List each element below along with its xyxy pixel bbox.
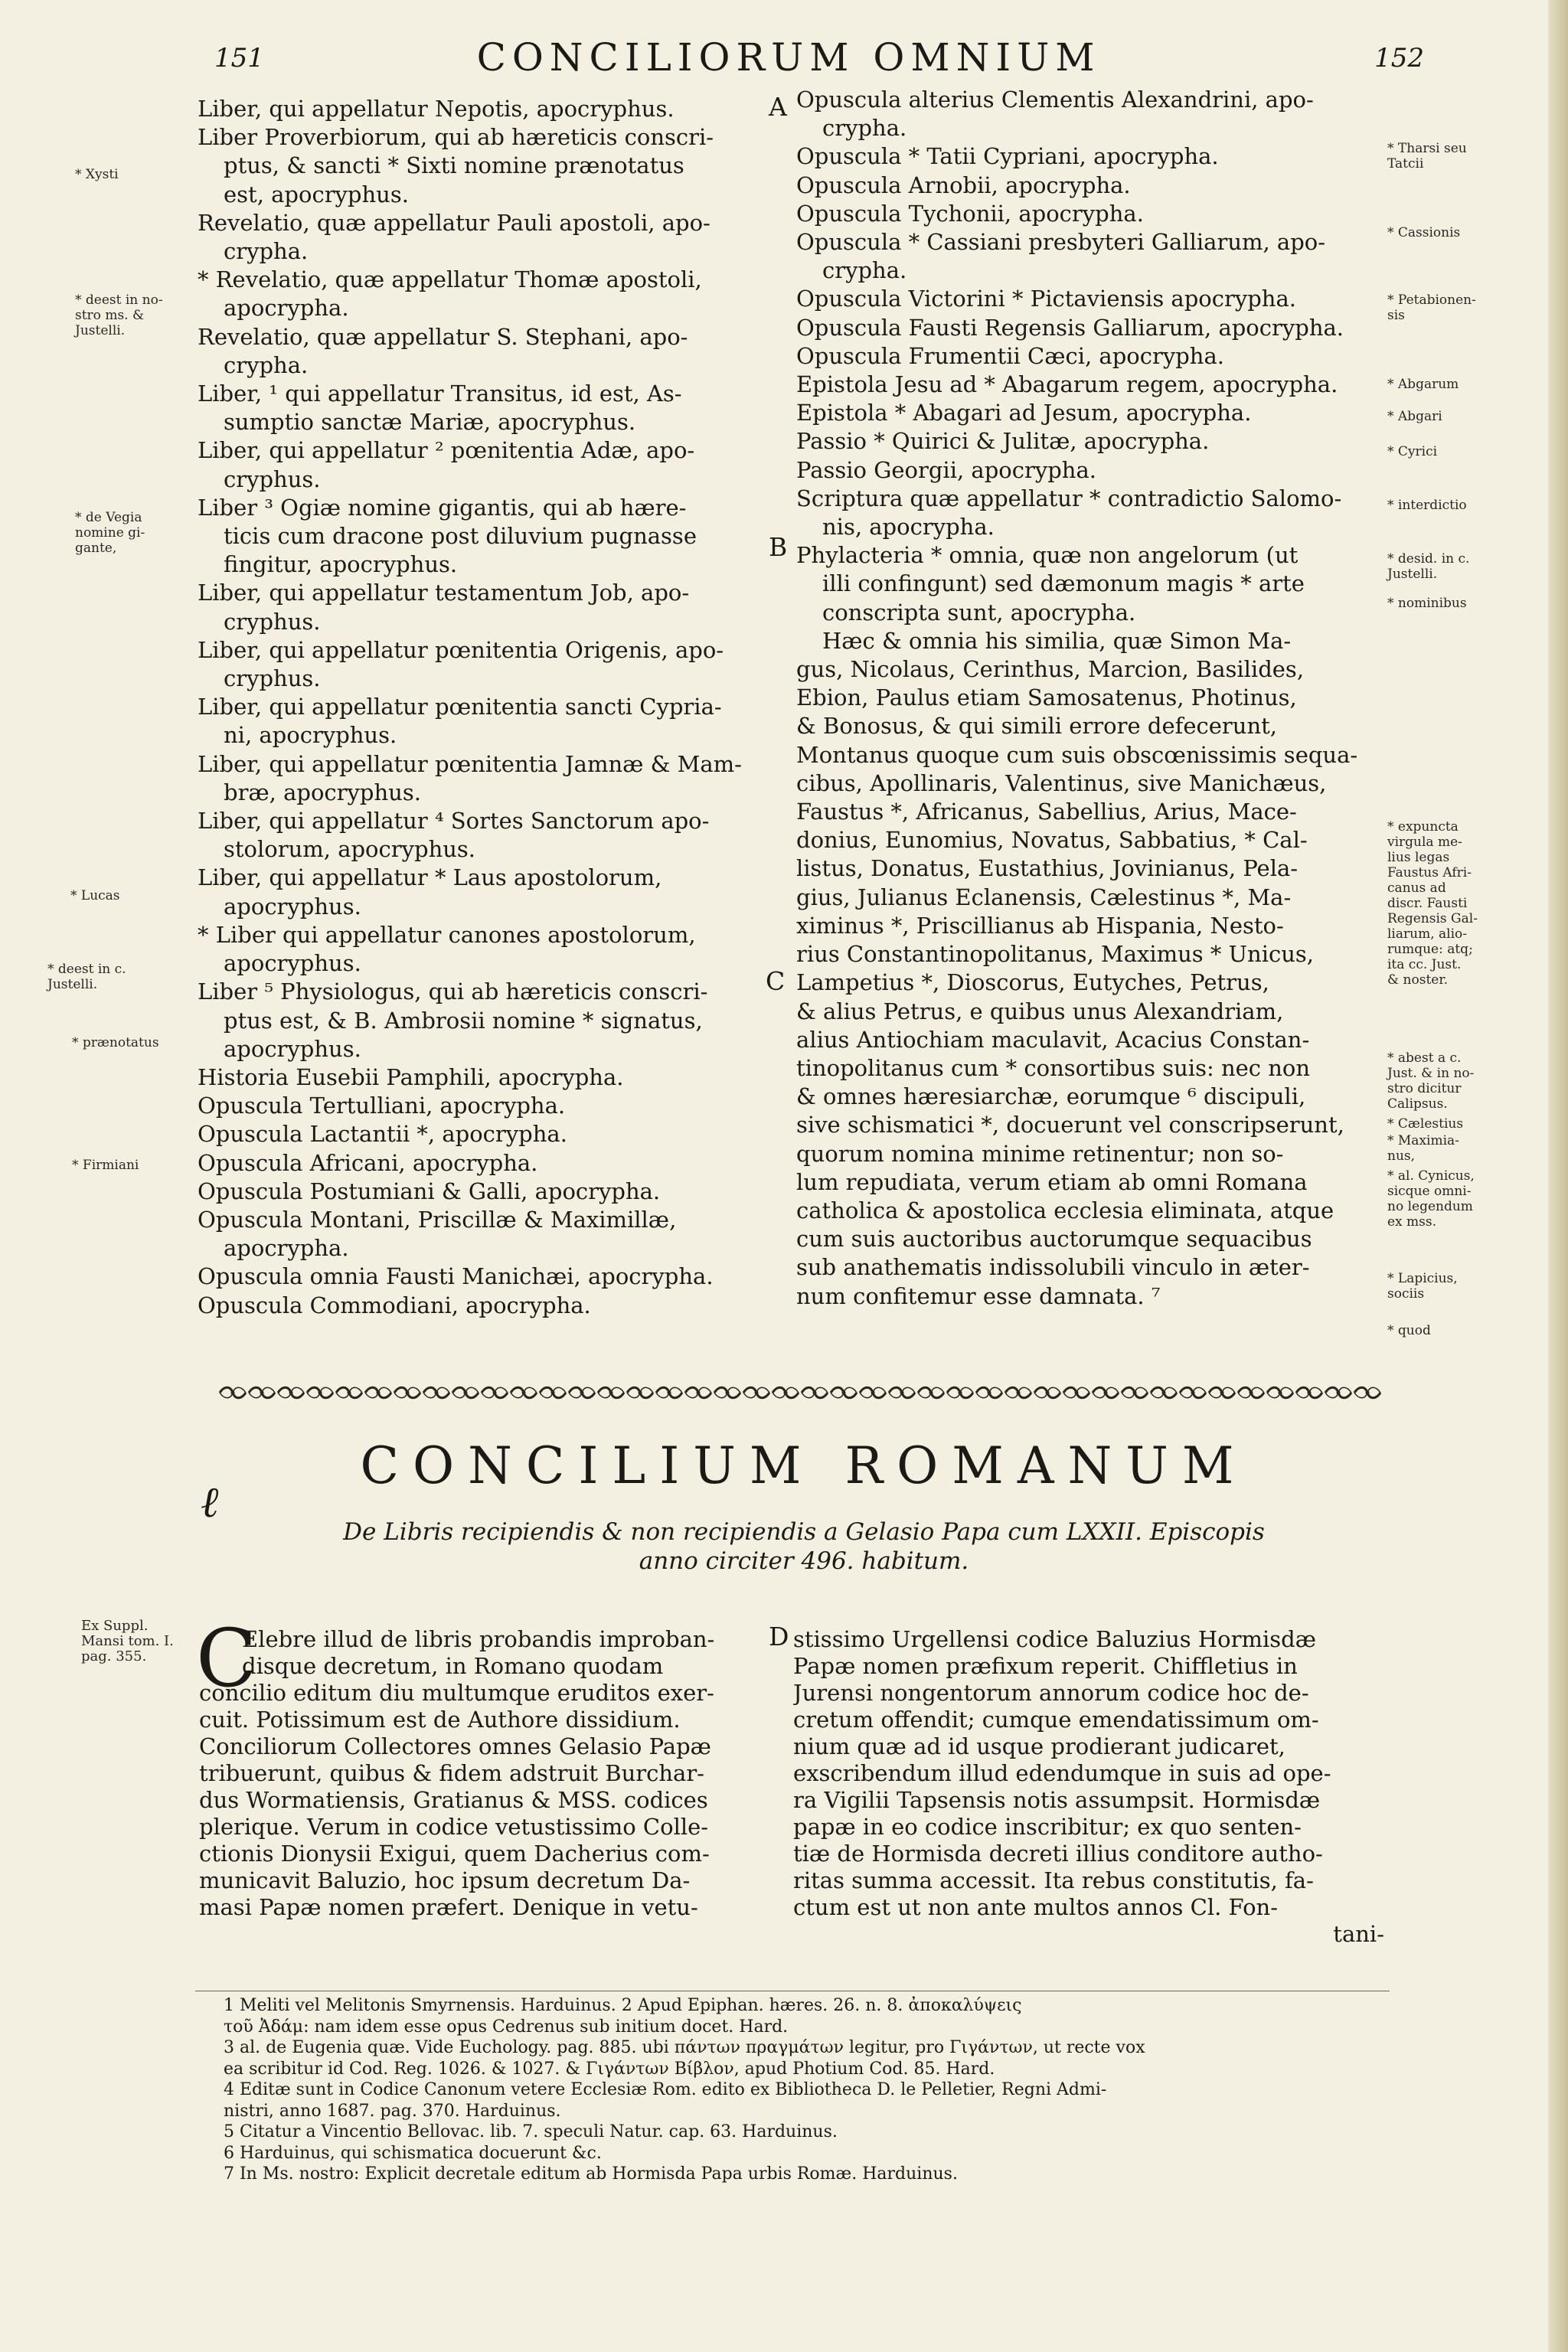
body-line: papæ in eo codice inscribitur; ex quo senten- <box>793 1814 1302 1840</box>
ornament-band <box>218 1384 1382 1401</box>
entry: nis, apocrypha. <box>822 514 995 541</box>
entry: cibus, Apollinaris, Valentinus, sive Manichæus, <box>796 769 1327 796</box>
entry: Opuscula Montani, Priscillæ & Maximillæ, <box>198 1206 677 1233</box>
margin-note: * Abgarum <box>1387 377 1459 392</box>
section-mark-d: D <box>769 1622 789 1651</box>
entry: Opuscula Frumentii Cæci, apocrypha. <box>796 342 1224 369</box>
footnote: 6 Harduinus, qui schismatica docuerunt &c. <box>224 2143 602 2163</box>
body-line: Elebre illud de libris probandis improban- <box>242 1626 715 1652</box>
body-line: concilio editum diu multumque eruditos exer- <box>199 1680 714 1706</box>
page-number-right: 152 <box>1374 43 1424 74</box>
section-mark-c: C <box>766 966 786 996</box>
entry: ni, apocryphus. <box>224 722 397 749</box>
entry: ptus, & sancti * Sixti nomine prænotatus <box>224 152 684 179</box>
body-line: ctionis Dionysii Exigui, quem Dacherius com- <box>199 1841 710 1867</box>
entry: Opuscula * Tatii Cypriani, apocrypha. <box>796 143 1219 170</box>
entry: lum repudiata, verum etiam ab omni Romana <box>796 1168 1308 1195</box>
entry: Opuscula * Cassiani presbyteri Galliarum, apo- <box>796 229 1326 256</box>
body-line: Papæ nomen præfixum reperit. Chiffletius in <box>793 1653 1298 1679</box>
entry: crypha. <box>224 238 309 265</box>
entry: cryphus. <box>224 665 321 692</box>
entry: donius, Eunomius, Novatus, Sabbatius, * Cal- <box>796 827 1308 854</box>
body-left-column <box>199 1626 766 1921</box>
entry: Opuscula alterius Clementis Alexandrini, apo- <box>796 87 1314 113</box>
footnote: τοῦ Ἀδάμ: nam idem esse opus Cedrenus sub initium docet. Hard. <box>224 2017 789 2037</box>
entry: apocryphus. <box>224 1035 361 1062</box>
entry: Liber, qui appellatur ² pœnitentia Adæ, apo- <box>198 437 695 464</box>
body-line: Jurensi nongentorum annorum codice hoc de- <box>793 1680 1309 1706</box>
entry: Liber, qui appellatur Nepotis, apocryphus. <box>198 96 675 122</box>
margin-note: * abest a c. Just. & in no- stro dicitur Calipsus. <box>1387 1050 1475 1112</box>
running-head: CONCILIORUM OMNIUM <box>476 35 1101 80</box>
entry: Liber, qui appellatur pœnitentia sancti Cypria- <box>198 694 722 720</box>
footnote: 5 Citatur a Vincentio Bellovac. lib. 7. speculi Natur. cap. 63. Harduinus. <box>224 2122 838 2141</box>
margin-note: * Lapicius, sociis <box>1387 1271 1458 1302</box>
entry: crypha. <box>224 351 309 378</box>
body-line: ctum est ut non ante multos annos Cl. Fon- <box>793 1894 1279 1920</box>
entry: Opuscula omnia Fausti Manichæi, apocrypha. <box>198 1263 714 1290</box>
entry: Epistola Jesu ad * Abagarum regem, apocrypha. <box>796 371 1338 398</box>
entry: Opuscula Postumiani & Galli, apocrypha. <box>198 1178 661 1204</box>
margin-note: * prænotatus <box>72 1035 159 1050</box>
entry: Liber ⁵ Physiologus, qui ab hæreticis conscri- <box>198 978 708 1005</box>
entry: Passio * Quirici & Julitæ, apocrypha. <box>796 428 1210 455</box>
entry: Revelatio, quæ appellatur S. Stephani, apo- <box>198 323 688 350</box>
body-line: tiæ de Hormisda decreti illius conditore autho- <box>793 1841 1323 1867</box>
entry: gius, Julianus Eclanensis, Cælestinus *, Ma- <box>796 884 1292 910</box>
margin-note: * de Vegia nomine gi- gante, <box>75 510 145 556</box>
entry: * Revelatio, quæ appellatur Thomæ apostoli, <box>198 266 702 293</box>
entry: ptus est, & B. Ambrosii nomine * signatus, <box>224 1007 703 1034</box>
entry: crypha. <box>822 257 907 284</box>
body-line: Conciliorum Collectores omnes Gelasio Papæ <box>199 1733 711 1759</box>
entry: conscripta sunt, apocrypha. <box>822 599 1136 626</box>
entry: rius Constantinopolitanus, Maximus * Unicus, <box>796 941 1315 968</box>
entry: Scriptura quæ appellatur * contradictio Salomo- <box>796 485 1342 511</box>
margin-note: * Xysti <box>75 167 119 182</box>
entry: apocrypha. <box>224 295 349 322</box>
body-line: stissimo Urgellensi codice Baluzius Hormisdæ <box>793 1626 1316 1652</box>
entry: & alius Petrus, e quibus unus Alexandriam, <box>796 998 1284 1024</box>
entry: num confitemur esse damnata. ⁷ <box>796 1282 1161 1309</box>
section-mark-b: B <box>769 532 788 562</box>
entry: cum suis auctoribus auctorumque sequacibus <box>796 1226 1312 1253</box>
margin-note: * al. Cynicus, sicque omni- no legendum ex mss. <box>1387 1168 1475 1230</box>
entry: illi confingunt) sed dæmonum magis * arte <box>822 570 1305 597</box>
margin-note: * desid. in c. Justelli. <box>1387 551 1470 582</box>
body-line: ritas summa accessit. Ita rebus constitutis, fa- <box>793 1867 1314 1893</box>
drop-cap: C <box>196 1612 257 1705</box>
body-line: cretum offendit; cumque emendatissimum om- <box>793 1707 1319 1733</box>
entry: catholica & apostolica ecclesia eliminata, atque <box>796 1197 1334 1223</box>
entry: Revelatio, quæ appellatur Pauli apostoli, apo- <box>198 209 710 236</box>
body-line: tani- <box>1333 1921 1384 1947</box>
margin-note: * Firmiani <box>72 1158 139 1173</box>
body-line: masi Papæ nomen præfert. Denique in vetu- <box>199 1894 698 1920</box>
left-column <box>198 95 773 1320</box>
entry: quorum nomina minime retinentur; non so- <box>796 1140 1284 1167</box>
entry: cryphus. <box>224 466 321 492</box>
entry: apocrypha. <box>224 1235 349 1262</box>
entry: Opuscula Tychonii, apocrypha. <box>796 200 1144 227</box>
margin-note: * nominibus <box>1387 596 1467 611</box>
footnote: 3 al. de Eugenia quæ. Vide Euchology. pag. 885. ubi πάντων πραγμάτων legitur, pro Γιγάντων, ut recte vox <box>224 2038 1145 2057</box>
entry: cryphus. <box>224 608 321 635</box>
margin-note: * Petabionen- sis <box>1387 292 1476 323</box>
body-line: plerique. Verum in codice vetustissimo Colle- <box>199 1814 709 1840</box>
page-number-left: 151 <box>214 43 264 74</box>
entry: stolorum, apocryphus. <box>224 836 476 863</box>
body-line: municavit Baluzio, hoc ipsum decretum Da- <box>199 1867 691 1893</box>
entry: sub anathematis indissolubili vinculo in æter- <box>796 1254 1310 1281</box>
entry: alius Antiochiam maculavit, Acacius Constan- <box>796 1026 1310 1053</box>
margin-note: * Maximia- nus, <box>1387 1133 1459 1164</box>
entry: apocryphus. <box>224 950 361 977</box>
margin-note: * Lucas <box>70 888 120 903</box>
entry: Liber ³ Ogiæ nomine gigantis, qui ab hære- <box>198 494 687 521</box>
margin-note: * Cassionis <box>1387 225 1461 240</box>
body-line: exscribendum illud edendumque in suis ad ope- <box>793 1760 1331 1786</box>
margin-note: * Tharsi seu Tatcii <box>1387 141 1467 172</box>
entry: listus, Donatus, Eustathius, Jovinianus, Pela- <box>796 855 1298 882</box>
entry: Lampetius *, Dioscorus, Eutyches, Petrus, <box>796 969 1269 996</box>
entry: ximinus *, Priscillianus ab Hispania, Nesto- <box>796 912 1284 939</box>
entry: & omnes hæresiarchæ, eorumque ⁶ discipuli, <box>796 1083 1306 1110</box>
entry: Opuscula Commodiani, apocrypha. <box>198 1292 591 1318</box>
entry: Liber, qui appellatur pœnitentia Jamnæ & Mam- <box>198 750 742 777</box>
margin-note: * Cælestius <box>1387 1116 1464 1132</box>
margin-note: * deest in no- stro ms. & Justelli. <box>75 292 163 338</box>
entry: sumptio sanctæ Mariæ, apocryphus. <box>224 409 636 436</box>
footnote: 4 Editæ sunt in Codice Canonum vetere Ecclesiæ Rom. edito ex Bibliotheca D. le Pelletier, Regni Admi- <box>224 2080 1107 2099</box>
entry: Faustus *, Africanus, Sabellius, Arius, Mace- <box>796 799 1297 825</box>
margin-note: * Cyrici <box>1387 444 1438 459</box>
section-mark-a: A <box>769 92 787 122</box>
entry: Ebion, Paulus etiam Samosatenus, Photinus, <box>796 684 1297 711</box>
entry: Liber, qui appellatur * Laus apostolorum, <box>198 864 662 891</box>
section-subtitle <box>230 1517 1378 1576</box>
entry: est, apocryphus. <box>224 181 409 207</box>
entry: Liber Proverbiorum, qui ab hæreticis conscri- <box>198 124 714 151</box>
entry: Opuscula Lactantii *, apocrypha. <box>198 1121 567 1148</box>
source-note: Ex Suppl. Mansi tom. I. pag. 355. <box>81 1618 174 1664</box>
entry: tinopolitanus cum * consortibus suis: nec non <box>796 1054 1311 1081</box>
margin-note: * Abgari <box>1387 409 1442 424</box>
entry: Opuscula Victorini * Pictaviensis apocrypha. <box>796 286 1296 312</box>
page-edge <box>1548 0 1568 2352</box>
entry: Liber, qui appellatur pœnitentia Origenis, apo- <box>198 636 724 663</box>
body-line: nium quæ ad id usque prodierant judicaret, <box>793 1733 1285 1759</box>
footnotes <box>224 1995 1387 2185</box>
body-line: disque decretum, in Romano quodam <box>242 1653 664 1679</box>
entry: Opuscula Africani, apocrypha. <box>198 1149 538 1176</box>
footnote: nistri, anno 1687. pag. 370. Harduinus. <box>224 2101 561 2121</box>
entry: & Bonosus, & qui simili errore defecerunt, <box>796 713 1277 740</box>
margin-note: * interdictio <box>1387 498 1467 513</box>
subtitle-line: De Libris recipiendis & non recipiendis a Gelasio Papa cum LXXII. Episcopis <box>343 1518 1265 1546</box>
entry: bræ, apocryphus. <box>224 779 421 805</box>
entry: Liber, ¹ qui appellatur Transitus, id est, As- <box>198 381 682 407</box>
body-line: tribuerunt, quibus & fidem adstruit Burchar- <box>199 1760 704 1786</box>
body-line: dus Wormatiensis, Gratianus & MSS. codices <box>199 1787 708 1813</box>
entry: Passio Georgii, apocrypha. <box>796 456 1096 483</box>
entry: Phylacteria * omnia, quæ non angelorum (ut <box>796 542 1298 569</box>
footnote: 7 In Ms. nostro: Explicit decretale editum ab Hormisda Papa urbis Romæ. Harduinus. <box>224 2164 958 2184</box>
entry: Epistola * Abagari ad Jesum, apocrypha. <box>796 400 1252 426</box>
body-right-column <box>793 1626 1384 1948</box>
margin-note: * quod <box>1387 1323 1431 1338</box>
entry: Historia Eusebii Pamphili, apocrypha. <box>198 1063 624 1090</box>
body-line: cuit. Potissimum est de Authore dissidium. <box>199 1707 681 1733</box>
entry: Opuscula Arnobii, apocrypha. <box>796 172 1131 198</box>
right-column <box>796 86 1386 1311</box>
body-line: ra Vigilii Tapsensis notis assumpsit. Hormisdæ <box>793 1787 1321 1813</box>
entry: gus, Nicolaus, Cerinthus, Marcion, Basilides, <box>796 656 1305 683</box>
page-header <box>176 35 1424 89</box>
entry: * Liber qui appellatur canones apostolorum, <box>198 921 696 948</box>
entry: sive schismatici *, docuerunt vel conscripserunt, <box>796 1112 1344 1138</box>
entry: Opuscula Fausti Regensis Galliarum, apocrypha. <box>796 314 1344 341</box>
entry: Liber, qui appellatur ⁴ Sortes Sanctorum apo- <box>198 808 710 835</box>
entry: Hæc & omnia his similia, quæ Simon Ma- <box>822 627 1292 654</box>
margin-note: * deest in c. Justelli. <box>47 962 126 992</box>
entry: Montanus quoque cum suis obscœnissimis sequa- <box>796 741 1358 768</box>
entry: Opuscula Tertulliani, apocrypha. <box>198 1093 566 1119</box>
entry: fingitur, apocryphus. <box>224 551 458 578</box>
entry: ticis cum dracone post diluvium pugnasse <box>224 523 697 550</box>
entry: apocryphus. <box>224 893 361 920</box>
ornament-flourish-icon: ℓ <box>201 1478 219 1527</box>
entry: crypha. <box>822 115 907 142</box>
subtitle-line: anno circiter 496. habitum. <box>639 1547 969 1575</box>
footnote: ea scribitur id Cod. Reg. 1026. & 1027. & Γιγάντων Βίβλον, apud Photium Cod. 85. Hard. <box>224 2059 995 2079</box>
section-title: CONCILIUM ROMANUM <box>360 1436 1248 1495</box>
margin-note: * expuncta virgula me- lius legas Faustus Afri- canus ad discr. Fausti Regensis Gal- liarum, alio- rumque: atq; ita cc. Just. & noster. <box>1387 819 1478 988</box>
footnote: 1 Meliti vel Melitonis Smyrnensis. Harduinus. 2 Apud Epiphan. hæres. 26. n. 8. ἀποκαλύψεις <box>224 1996 1022 2015</box>
entry: Liber, qui appellatur testamentum Job, apo- <box>198 580 690 606</box>
